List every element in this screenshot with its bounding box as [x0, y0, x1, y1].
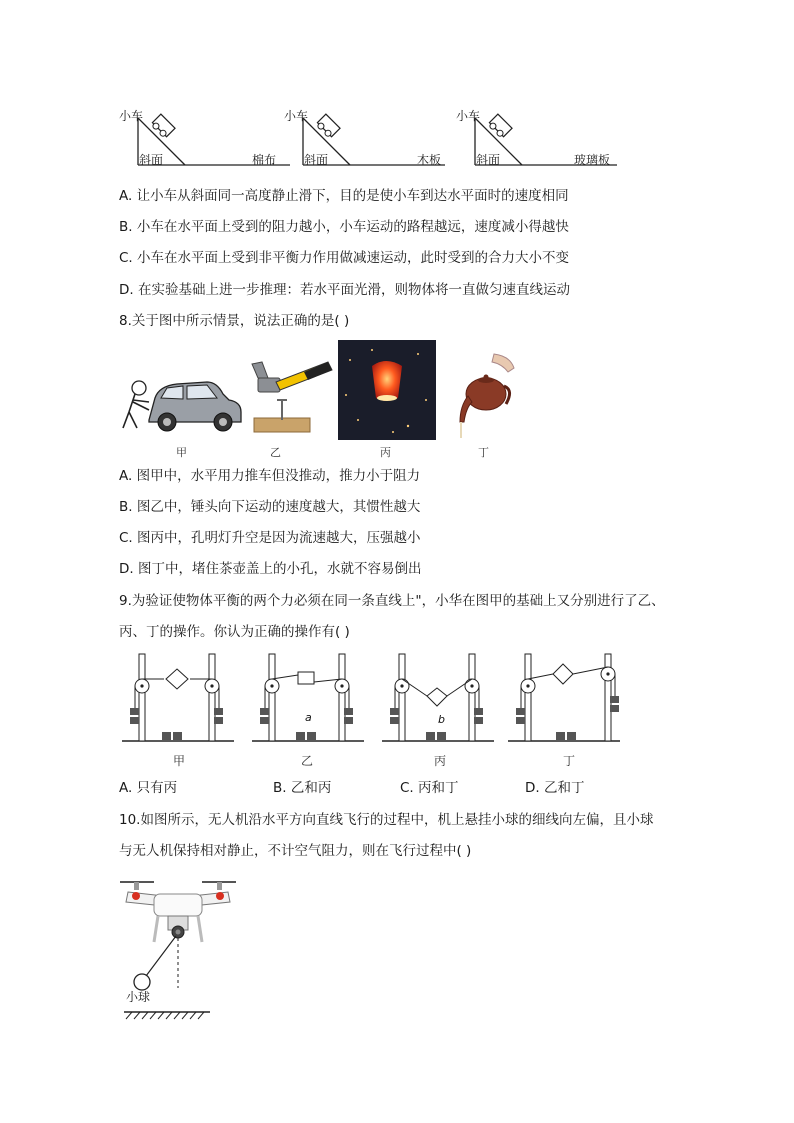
q8-option-b: B. 图乙中，锤头向下运动的速度越大，其惯性越大	[119, 499, 421, 515]
q9-option-c: C. 丙和丁	[400, 780, 459, 796]
setup-caption-bing: 丙	[434, 754, 447, 768]
figure-caption-ding: 丁	[478, 446, 489, 459]
figure-caption-bing: 丙	[380, 446, 391, 459]
q7-option-a: A. 让小车从斜面同一高度静止滑下，目的是使小车到达水平面时的速度相同	[119, 188, 569, 204]
pulley-setup-bing	[382, 652, 494, 748]
q8-stem: 8.关于图中所示情景，说法正确的是( )	[119, 313, 350, 329]
q9-option-b: B. 乙和丙	[273, 780, 332, 796]
q9-stem-line2: 丙、丁的操作。你认为正确的操作有( )	[119, 624, 350, 640]
pulley-setup-ding	[508, 652, 624, 748]
figure-caption-jia: 甲	[176, 446, 187, 459]
q10-stem-line2: 与无人机保持相对静止，不计空气阻力，则在飞行过程中( )	[119, 843, 472, 859]
cart-label: 小车	[456, 109, 481, 123]
pushing-car-image	[119, 372, 245, 436]
q7-option-b: B. 小车在水平面上受到的阻力越小，小车运动的路程越远，速度减小得越快	[119, 219, 569, 235]
q7-option-c: C. 小车在水平面上受到非平衡力作用做减速运动，此时受到的合力大小不变	[119, 250, 570, 266]
q9-option-a: A. 只有丙	[119, 780, 178, 796]
setup-caption-jia: 甲	[173, 754, 186, 768]
q8-option-a: A. 图甲中，水平用力推车但没推动，推力小于阻力	[119, 468, 421, 484]
q7-option-d: D. 在实验基础上进一步推理：若水平面光滑，则物体将一直做匀速直线运动	[119, 282, 570, 298]
q9-option-d: D. 乙和丁	[525, 780, 585, 796]
setup-caption-ding: 丁	[563, 754, 576, 768]
sky-lantern-image	[338, 340, 436, 440]
q10-stem-line1: 10.如图所示，无人机沿水平方向直线飞行的过程中，机上悬挂小球的细线向左偏，且小球	[119, 812, 654, 828]
setup-caption-yi: 乙	[301, 754, 314, 768]
surface-label: 玻璃板	[574, 153, 611, 167]
q8-option-c: C. 图丙中，孔明灯升空是因为流速越大，压强越小	[119, 530, 421, 546]
pulley-setup-jia	[122, 652, 234, 748]
teapot-image	[454, 350, 518, 438]
ball-label: 小球	[126, 990, 151, 1004]
hammer-nail-image	[248, 352, 334, 436]
pulley-setup-yi	[252, 652, 364, 748]
slope-label: 斜面	[304, 153, 329, 167]
mark-b: b	[438, 713, 445, 726]
surface-label: 木板	[417, 153, 442, 167]
q8-option-d: D. 图丁中，堵住茶壶盖上的小孔，水就不容易倒出	[119, 561, 422, 577]
slope-label: 斜面	[139, 153, 164, 167]
cart-label: 小车	[284, 109, 309, 123]
mark-a: a	[305, 711, 312, 724]
cart-label: 小车	[119, 109, 144, 123]
slope-label: 斜面	[476, 153, 501, 167]
surface-label: 棉布	[252, 153, 277, 167]
figure-caption-yi: 乙	[270, 446, 281, 459]
q9-stem-line1: 9.为验证使物体平衡的两个力必须在同一条直线上"，小华在图甲的基础上又分别进行了乙、	[119, 593, 665, 609]
